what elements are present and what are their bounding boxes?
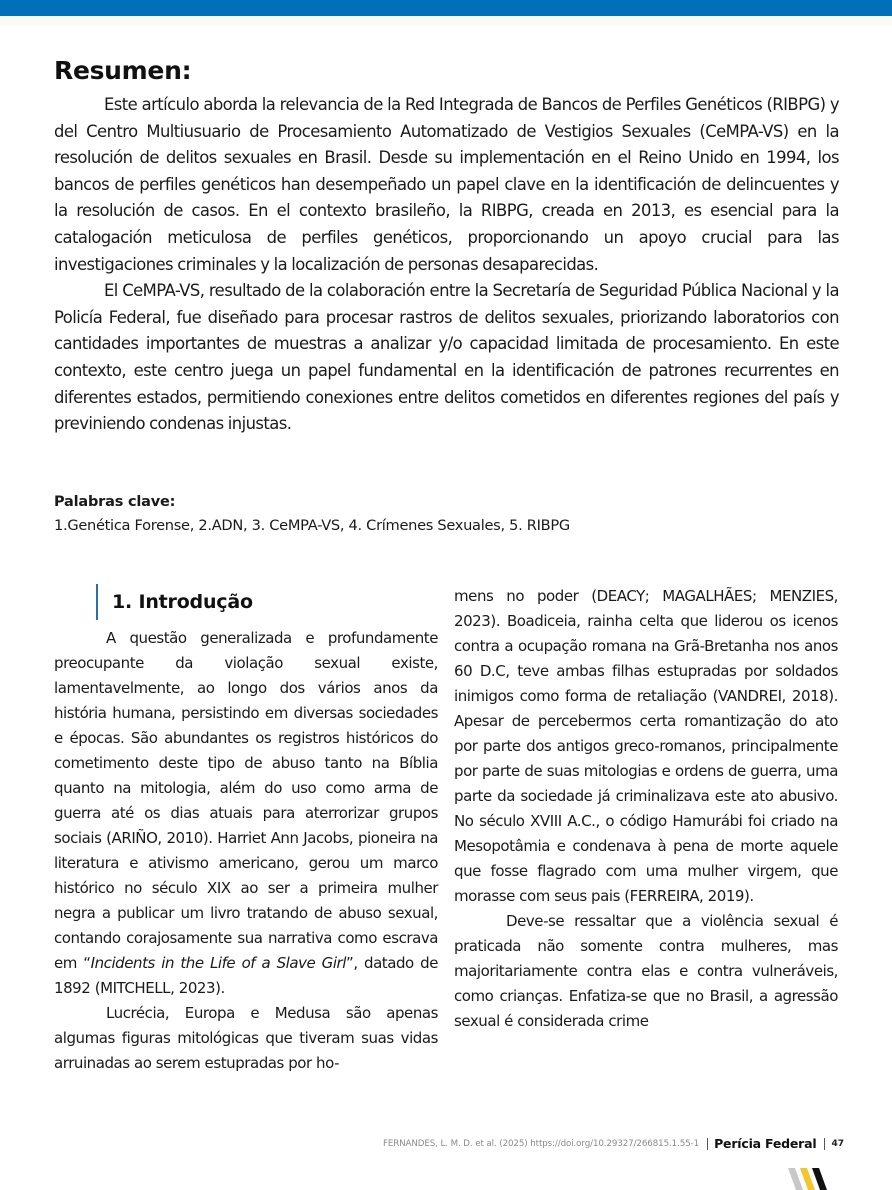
footer-divider <box>707 1138 708 1150</box>
body-paragraph <box>54 626 438 1001</box>
footer-divider <box>824 1138 825 1150</box>
footer-citation: FERNANDES, L. M. D. et al. (2025) https://doi.org/10.29327/266815.1.55-1 <box>382 1138 700 1149</box>
header-color-bar <box>0 0 892 16</box>
book-title-italic: Incidents in the Life of a Slave Girl <box>90 954 346 972</box>
journal-logo-stripes-icon <box>782 1168 832 1190</box>
body-text: A questão generalizada e profundamente preocupante da violação sexual existe, lamentavelmente, ao longo dos vários anos da história humana, persistindo em diversas sociedades e épocas. São abundantes os registros históricos do cometimento deste tipo de abuso tanto na Bíblia quanto na mitologia, além do uso como arma de guerra até os dias atuais para aterrorizar grupos sociais (ARIÑO, 2010). Harriet Ann Jacobs, pioneira na literatura e ativismo americano, gerou um marco histórico no século XIX ao ser a primeira mulher negra a publicar um livro tratando de abuso sexual, contando corajosamente sua narrativa como escrava em “ <box>54 629 438 972</box>
abstract-body <box>54 92 839 438</box>
body-column-left <box>54 626 438 1076</box>
body-paragraph: Lucrécia, Europa e Medusa são apenas algumas figuras mitológicas que tiveram suas vidas arruinadas ao serem estupradas por ho- <box>54 1004 438 1072</box>
body-paragraph: Deve-se ressaltar que a violência sexual é praticada não somente contra mulheres, mas majoritariamente contra elas e contra vulneráveis, como crianças. Enfatiza-se que no Brasil, a agressão sexual é considerada crime <box>454 912 838 1030</box>
abstract-paragraph: El CeMPA-VS, resultado de la colaboración entre la Secretaría de Seguridad Pública Nacional y la Policía Federal, fue diseñado para procesar rastros de delitos sexuales, priorizando laboratorios con cantidades importantes de muestras a analizar y/o capacidad limitada de procesamiento. En este contexto, este centro juega un papel fundamental en la identificación de patrones recurrentes en diferentes estados, permitiendo conexiones entre delitos cometidos en diferentes regiones del país y previniendo condenas injustas. <box>54 281 839 434</box>
journal-name: Perícia Federal <box>714 1136 817 1151</box>
keywords-list: 1.Genética Forense, 2.ADN, 3. CeMPA-VS, 4. Crímenes Sexuales, 5. RIBPG <box>54 517 570 534</box>
section-heading <box>96 584 253 620</box>
page-footer <box>364 1136 844 1151</box>
keywords-title: Palabras clave: <box>54 494 176 510</box>
abstract-paragraph: Este artículo aborda la relevancia de la Red Integrada de Bancos de Perfiles Genéticos (RIBPG) y del Centro Multiusuario de Procesamiento Automatizado de Vestigios Sexuales (CeMPA-VS) en la resolución de delitos sexuales en Brasil. Desde su implementación en el Reino Unido en 1994, los bancos de perfiles genéticos han desempeñado un papel clave en la identificación de delincuentes y la resolución de casos. En el contexto brasileño, la RIBPG, creada en 2013, es esencial para la catalogación meticulosa de perfiles genéticos, proporcionando un apoyo crucial para las investigaciones criminales y la localización de personas desaparecidas. <box>54 95 839 274</box>
header-bar-shadow <box>0 16 892 26</box>
abstract-title: Resumen: <box>54 56 192 85</box>
body-text: ”, datado de 1892 (MITCHELL, 2023). <box>54 954 438 997</box>
body-column-right <box>454 584 838 1034</box>
body-paragraph-continued: mens no poder (DEACY; MAGALHÃES; MENZIES, 2023). Boadiceia, rainha celta que liderou os icenos contra a ocupação romana na Grã-Bretanha nos anos 60 D.C, teve ambas filhas estupradas por soldados inimigos como forma de retaliação (VANDREI, 2018). Apesar de percebermos certa romantização do ato por parte dos antigos greco-romanos, principalmente por parte de suas mitologias e ordens de guerra, uma parte da sociedade já criminalizava este ato abusivo. No século XVIII A.C., o código Hamurábi foi criado na Mesopotâmia e condenava à pena de morte aquele que fosse flagrado com uma mulher virgem, que morasse com seus pais (FERREIRA, 2019). <box>454 587 838 905</box>
section-heading-text: 1. Introdução <box>112 591 253 613</box>
page-number: 47 <box>831 1138 844 1149</box>
